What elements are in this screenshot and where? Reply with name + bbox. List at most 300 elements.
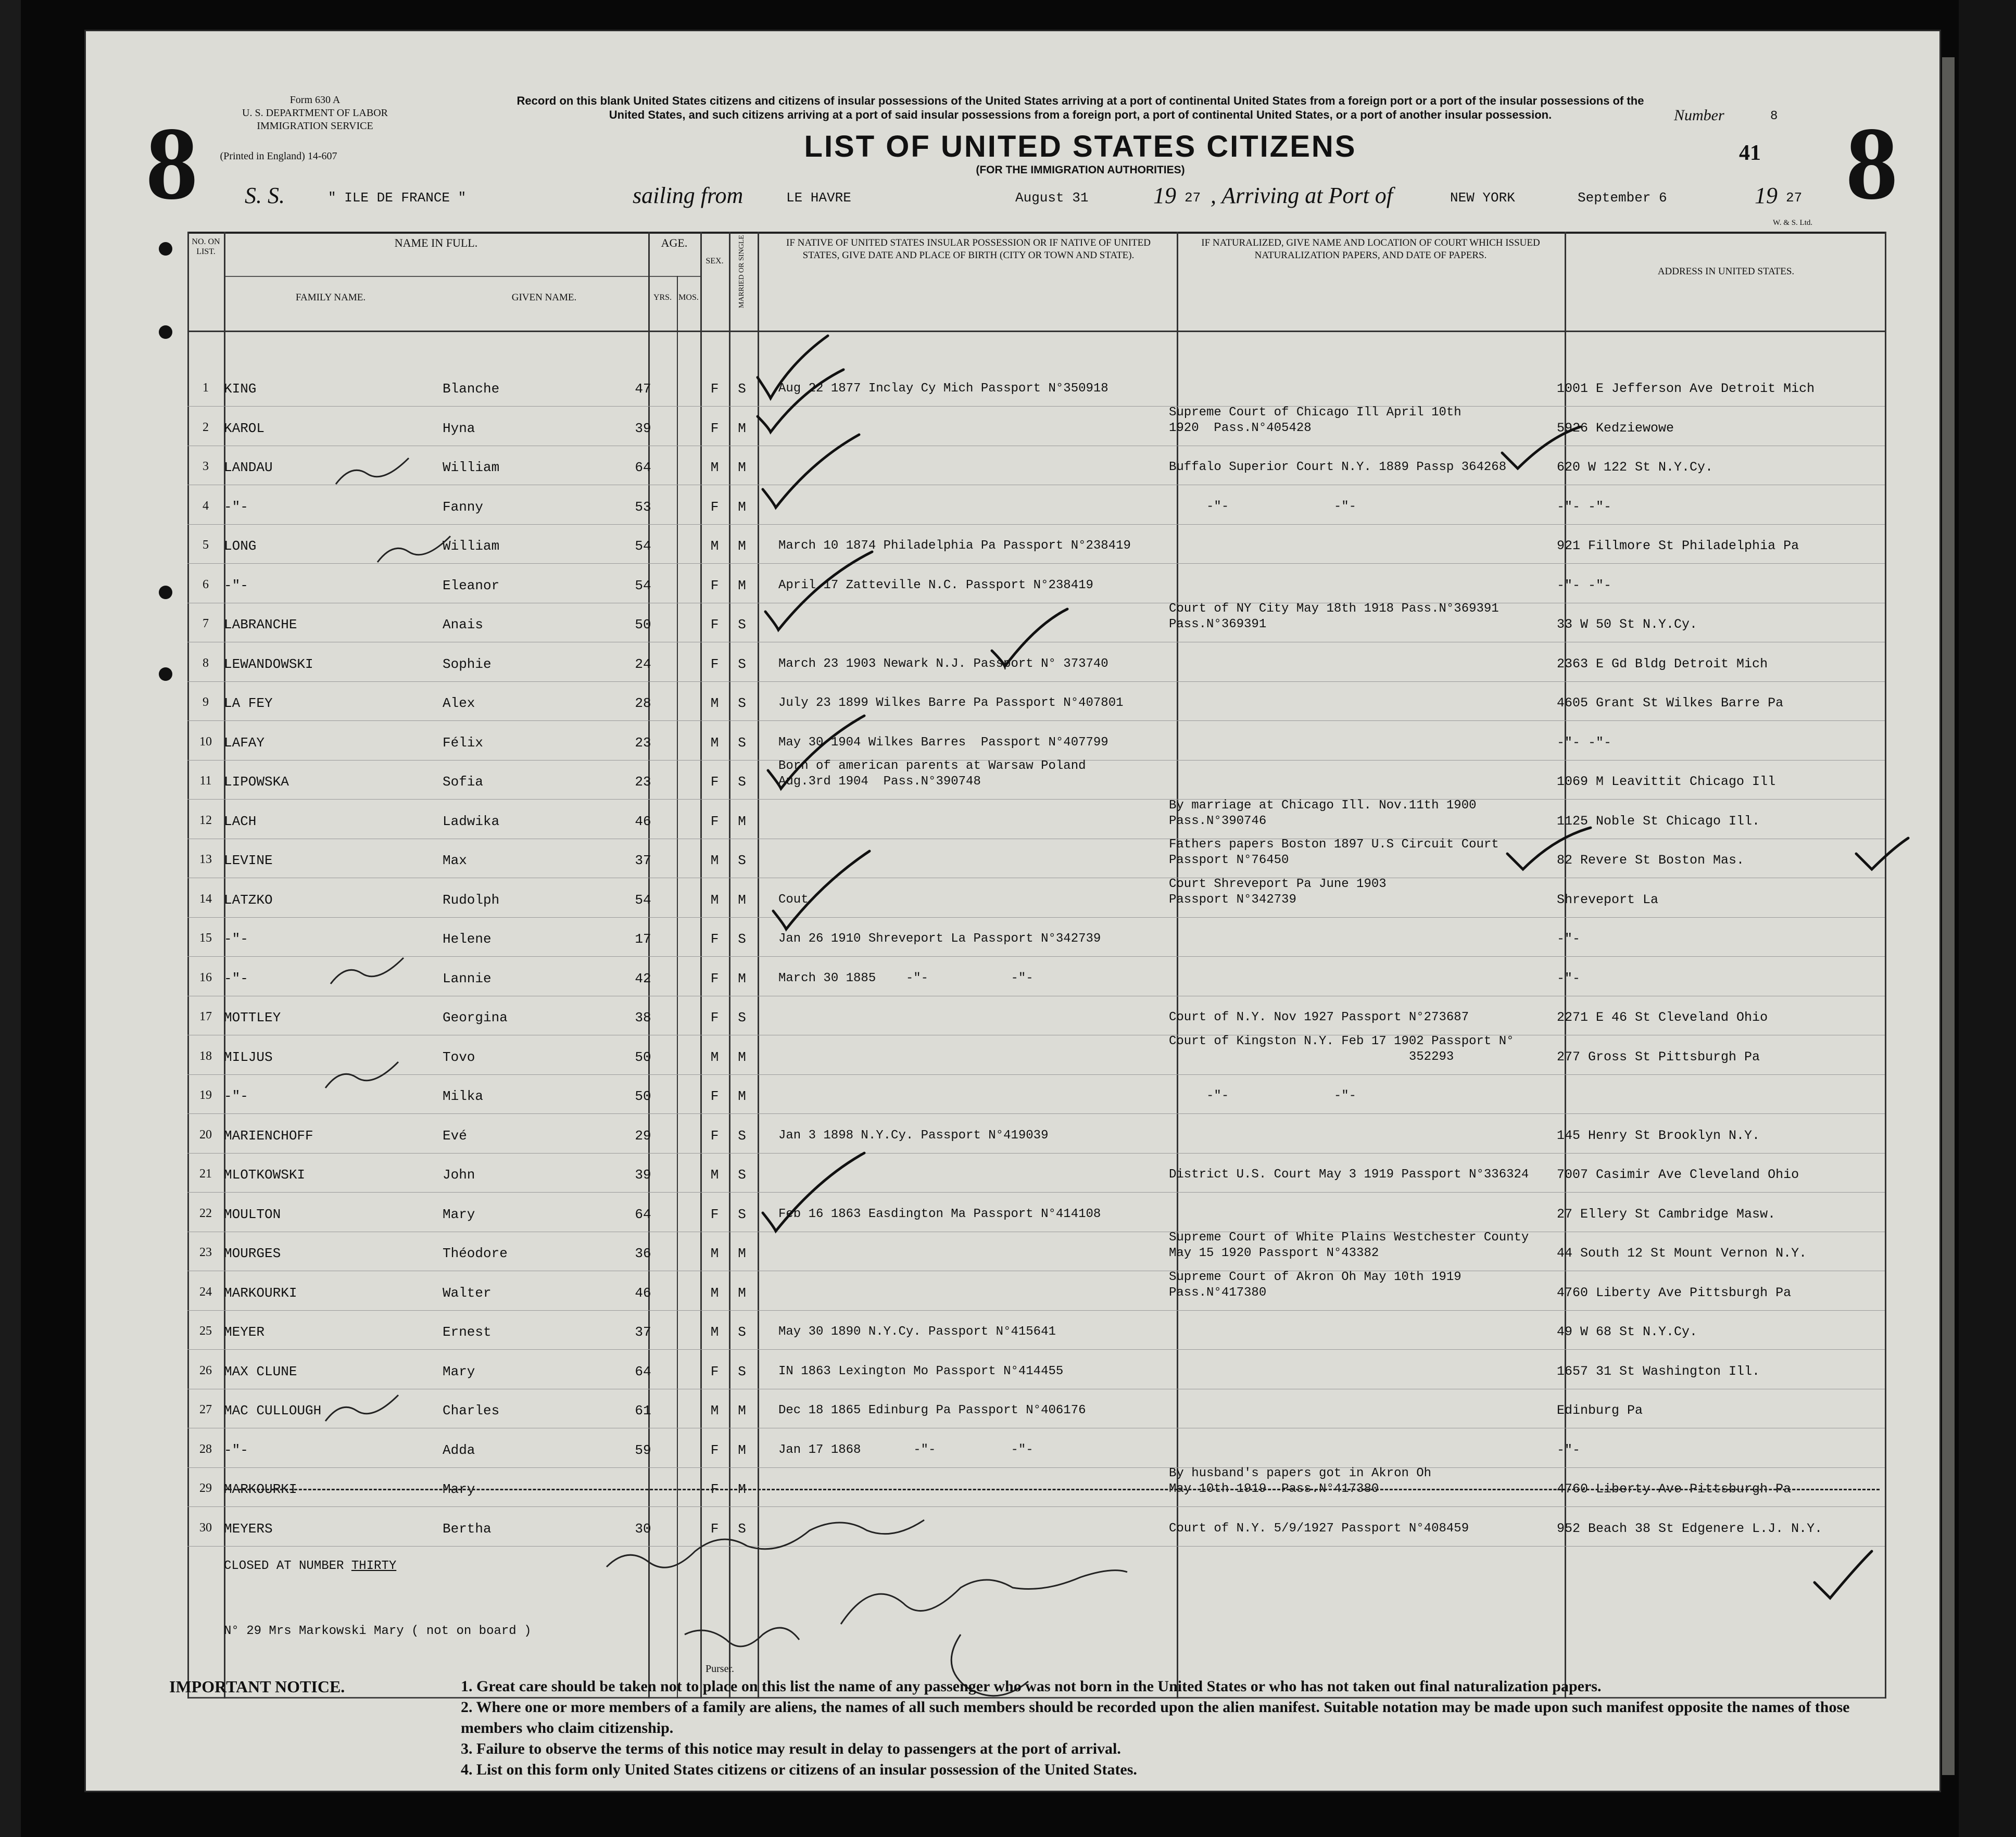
age-years: 23 bbox=[635, 774, 651, 790]
age-years: 61 bbox=[635, 1403, 651, 1418]
check-mark bbox=[763, 435, 859, 508]
sex: F bbox=[710, 420, 719, 436]
sex: F bbox=[710, 931, 719, 947]
sex: F bbox=[710, 970, 719, 986]
check-mark bbox=[773, 851, 870, 929]
given-name: Mary bbox=[443, 1481, 475, 1497]
col-name-in-full: NAME IN FULL. bbox=[394, 236, 478, 249]
col-native-birth: IF NATIVE OF UNITED STATES INSULAR POSSESSION OR IF NATIVE OF UNITED STATES, GIVE DATE AND PLACE OF BIRTH (CITY OR TOWN AND STATE). bbox=[786, 237, 1151, 261]
naturalization-info: Supreme Court of White Plains Westchester County May 15 1920 Passport N°43382 bbox=[1169, 1231, 1529, 1260]
row-number: 21 bbox=[199, 1167, 212, 1181]
address: 49 W 68 St N.Y.Cy. bbox=[1557, 1324, 1698, 1339]
row-number: 24 bbox=[199, 1285, 212, 1299]
signature-marks bbox=[325, 458, 1127, 1696]
family-name: KAROL bbox=[224, 420, 265, 436]
naturalization-info: By husband's papers got in Akron Oh May 10th 1919 Pass.N°417380 bbox=[1169, 1466, 1432, 1496]
marital-status: M bbox=[738, 538, 746, 554]
naturalization-info: Court of Kingston N.Y. Feb 17 1902 Passport N° 352293 bbox=[1169, 1034, 1514, 1064]
sex: F bbox=[710, 577, 719, 593]
sex: M bbox=[710, 1167, 719, 1183]
address: 44 South 12 St Mount Vernon N.Y. bbox=[1557, 1246, 1807, 1261]
check-mark bbox=[1815, 1551, 1872, 1598]
row-number: 1 bbox=[203, 381, 209, 395]
col-mos: MOS. bbox=[678, 293, 699, 302]
given-name: Bertha bbox=[443, 1521, 492, 1537]
address: Shreveport La bbox=[1557, 892, 1659, 907]
address: 33 W 50 St N.Y.Cy. bbox=[1557, 617, 1698, 632]
naturalization-info: Supreme Court of Akron Oh May 10th 1919 Pass.N°417380 bbox=[1169, 1270, 1461, 1300]
age-years: 36 bbox=[635, 1246, 651, 1261]
marital-status: S bbox=[738, 734, 746, 751]
row-number: 14 bbox=[199, 892, 212, 906]
arrival-year: 27 bbox=[1786, 190, 1803, 206]
family-name: MARKOURKI bbox=[224, 1481, 297, 1497]
given-name: Eleanor bbox=[443, 577, 500, 593]
address: 2271 E 46 St Cleveland Ohio bbox=[1557, 1010, 1768, 1025]
age-years: 54 bbox=[635, 538, 651, 554]
given-name: Hyna bbox=[443, 420, 475, 436]
scan-right-border bbox=[1959, 0, 2016, 1837]
marital-status: S bbox=[738, 853, 746, 868]
given-name: William bbox=[443, 460, 500, 475]
page-number: 41 bbox=[1739, 141, 1761, 165]
naturalization-info: -"- -"- bbox=[1169, 1089, 1357, 1103]
age-years: 50 bbox=[635, 1049, 651, 1065]
given-name: Mary bbox=[443, 1206, 475, 1222]
address: 277 Gross St Pittsburgh Pa bbox=[1557, 1049, 1760, 1065]
marital-status: S bbox=[738, 1521, 746, 1537]
margin-note bbox=[377, 536, 450, 562]
address: 620 W 122 St N.Y.Cy. bbox=[1557, 460, 1713, 475]
inspector-signature bbox=[841, 1570, 1127, 1624]
sex: F bbox=[710, 1127, 719, 1144]
marital-status: S bbox=[738, 1010, 746, 1025]
given-name: Anais bbox=[443, 617, 484, 632]
sailing-year: 27 bbox=[1185, 190, 1201, 206]
row-number: 16 bbox=[199, 970, 212, 984]
address: 1125 Noble St Chicago Ill. bbox=[1557, 813, 1760, 829]
sex: F bbox=[710, 656, 719, 672]
sex: M bbox=[710, 1285, 719, 1301]
given-name: Ladwika bbox=[443, 813, 500, 829]
age-years: 54 bbox=[635, 577, 651, 593]
address: 5926 Kedziewowe bbox=[1557, 420, 1674, 436]
sex: F bbox=[710, 381, 719, 397]
naturalization-info: Fathers papers Boston 1897 U.S Circuit Court Passport N°76450 bbox=[1169, 838, 1499, 867]
sex: F bbox=[710, 617, 719, 632]
naturalization-info: Court of NY City May 18th 1918 Pass.N°369391 Pass.N°369391 bbox=[1169, 602, 1499, 631]
birth-info: Jan 3 1898 N.Y.Cy. Passport N°419039 bbox=[778, 1128, 1049, 1143]
address: -"- -"- bbox=[1557, 734, 1612, 750]
age-years: 39 bbox=[635, 420, 651, 436]
sex: M bbox=[710, 1324, 719, 1340]
naturalization-info: By marriage at Chicago Ill. Nov.11th 1900 Pass.N°390746 bbox=[1169, 798, 1477, 828]
birth-info: Feb 16 1863 Easdington Ma Passport N°414108 bbox=[778, 1207, 1101, 1221]
address: 952 Beach 38 St Edgenere L.J. N.Y. bbox=[1557, 1521, 1823, 1536]
age-years: 64 bbox=[635, 1206, 651, 1222]
officer-signature bbox=[607, 1520, 924, 1567]
arriving-label: , Arriving at Port of bbox=[1211, 183, 1393, 208]
sex: F bbox=[710, 1206, 719, 1222]
handwriting-overlay bbox=[86, 31, 1939, 1791]
birth-info: May 30 1890 N.Y.Cy. Passport N°415641 bbox=[778, 1325, 1056, 1339]
row-number: 10 bbox=[199, 734, 212, 749]
age-years: 24 bbox=[635, 656, 651, 672]
family-name: MARIENCHOFF bbox=[224, 1127, 313, 1144]
given-name: Sophie bbox=[443, 656, 492, 672]
marital-status: M bbox=[738, 1442, 746, 1458]
form-number: Form 630 A bbox=[289, 94, 341, 106]
given-name: Georgina bbox=[443, 1010, 508, 1025]
notice-item bbox=[169, 1676, 1903, 1697]
given-name: Ernest bbox=[443, 1324, 492, 1340]
address: -"- -"- bbox=[1557, 499, 1612, 514]
address: -"- bbox=[1557, 1442, 1581, 1458]
important-notice bbox=[169, 1676, 1903, 1780]
row-number: 8 bbox=[203, 656, 209, 670]
service: IMMIGRATION SERVICE bbox=[257, 120, 373, 132]
manifest-sheet bbox=[86, 31, 1939, 1791]
address: 82 Revere St Boston Mas. bbox=[1557, 853, 1745, 868]
family-name: MAX CLUNE bbox=[224, 1363, 297, 1379]
marital-status: S bbox=[738, 1167, 746, 1183]
number-value: 8 bbox=[1770, 109, 1778, 123]
naturalization-info: Court of N.Y. 5/9/1927 Passport N°408459 bbox=[1169, 1521, 1469, 1536]
age-years: 39 bbox=[635, 1167, 651, 1183]
given-name: Alex bbox=[443, 695, 475, 711]
birth-info: Dec 18 1865 Edinburg Pa Passport N°406176 bbox=[778, 1403, 1086, 1417]
col-given-name: GIVEN NAME. bbox=[511, 292, 577, 303]
family-name: MLOTKOWSKI bbox=[224, 1167, 306, 1183]
address: 2363 E Gd Bldg Detroit Mich bbox=[1557, 656, 1768, 672]
birth-info: Born of american parents at Warsaw Poland Aug.3rd 1904 Pass.N°390748 bbox=[778, 759, 1086, 789]
row-number: 4 bbox=[203, 499, 209, 513]
row-number: 25 bbox=[199, 1324, 212, 1338]
sex: F bbox=[710, 1481, 719, 1497]
age-years: 37 bbox=[635, 853, 651, 868]
address: 1001 E Jefferson Ave Detroit Mich bbox=[1557, 381, 1815, 396]
marital-status: M bbox=[738, 1088, 746, 1104]
sailing-label: sailing from bbox=[633, 183, 744, 208]
row-number: 3 bbox=[203, 460, 209, 473]
marital-status: S bbox=[738, 774, 746, 790]
family-name: MOURGES bbox=[224, 1246, 281, 1261]
address: 1657 31 St Washington Ill. bbox=[1557, 1363, 1760, 1379]
marital-status: S bbox=[738, 931, 746, 947]
birth-info: Jan 17 1868 -"- -"- bbox=[778, 1442, 1034, 1457]
department: U. S. DEPARTMENT OF LABOR bbox=[242, 107, 388, 119]
family-name: -"- bbox=[224, 970, 248, 986]
family-name: -"- bbox=[224, 931, 248, 947]
given-name: Félix bbox=[443, 734, 484, 751]
marital-status: M bbox=[738, 892, 746, 908]
marital-status: M bbox=[738, 1246, 746, 1261]
given-name: Sofia bbox=[443, 774, 484, 790]
marital-status: S bbox=[738, 1206, 746, 1222]
family-name: -"- bbox=[224, 1088, 248, 1104]
given-name: William bbox=[443, 538, 500, 554]
row-number: 6 bbox=[203, 577, 209, 591]
col-age: AGE. bbox=[661, 236, 688, 249]
given-name: Helene bbox=[443, 931, 492, 947]
row-number: 2 bbox=[203, 420, 209, 434]
family-name: MARKOURKI bbox=[224, 1285, 297, 1301]
given-name: Charles bbox=[443, 1403, 500, 1418]
purser-label: Purser. bbox=[705, 1663, 734, 1675]
sex: M bbox=[710, 460, 719, 475]
family-name: MAC CULLOUGH bbox=[224, 1403, 322, 1418]
margin-note bbox=[331, 958, 404, 984]
naturalization-info: Court of N.Y. Nov 1927 Passport N°273687 bbox=[1169, 1010, 1469, 1024]
margin-note bbox=[325, 1062, 398, 1088]
row-number: 18 bbox=[199, 1049, 212, 1063]
marital-status: M bbox=[738, 577, 746, 593]
marital-status: M bbox=[738, 813, 746, 829]
marital-status: S bbox=[738, 1363, 746, 1379]
marital-status: M bbox=[738, 499, 746, 515]
birth-info: March 23 1903 Newark N.J. Passport N° 373740 bbox=[778, 656, 1108, 671]
naturalization-info: Buffalo Superior Court N.Y. 1889 Passp 364268 bbox=[1169, 460, 1507, 474]
sex: F bbox=[710, 774, 719, 790]
given-name: Théodore bbox=[443, 1246, 508, 1261]
age-years: 47 bbox=[635, 381, 651, 397]
given-name: Milka bbox=[443, 1088, 484, 1104]
birth-info: Aug 22 1877 Inclay Cy Mich Passport N°350918 bbox=[778, 382, 1108, 396]
address: Edinburg Pa bbox=[1557, 1403, 1643, 1418]
family-name: LONG bbox=[224, 538, 257, 554]
sailing-port: LE HAVRE bbox=[786, 190, 851, 206]
age-years: 38 bbox=[635, 1010, 651, 1025]
check-mark bbox=[765, 552, 872, 630]
marital-status: M bbox=[738, 1285, 746, 1301]
age-years: 53 bbox=[635, 499, 651, 515]
check-mark bbox=[768, 716, 864, 789]
address: 4760 Liberty Ave Pittsburgh Pa bbox=[1557, 1285, 1792, 1300]
arrival-year-prefix: 19 bbox=[1755, 183, 1778, 208]
col-naturalized: IF NATURALIZED, GIVE NAME AND LOCATION OF COURT WHICH ISSUED NATURALIZATION PAPERS, AND DATE OF PAPERS. bbox=[1201, 237, 1540, 261]
birth-info: Jan 26 1910 Shreveport La Passport N°342739 bbox=[778, 932, 1101, 946]
given-name: Tovo bbox=[443, 1049, 475, 1065]
marital-status: S bbox=[738, 695, 746, 711]
notice-heading: IMPORTANT NOTICE. bbox=[169, 1677, 345, 1696]
row-number: 13 bbox=[199, 853, 212, 866]
family-name: LATZKO bbox=[224, 892, 273, 908]
address: -"- -"- bbox=[1557, 577, 1612, 593]
sex: F bbox=[710, 1521, 719, 1537]
address: 4760 Liberty Ave Pittsburgh Pa bbox=[1557, 1481, 1792, 1497]
birth-info: Cout bbox=[778, 892, 809, 907]
row-number: 30 bbox=[199, 1521, 212, 1535]
row-number: 9 bbox=[203, 695, 209, 709]
age-years: 50 bbox=[635, 1088, 651, 1104]
age-years: 59 bbox=[635, 1442, 651, 1458]
ship-name: " ILE DE FRANCE " bbox=[328, 190, 467, 206]
sex: M bbox=[710, 1403, 719, 1418]
family-name: -"- bbox=[224, 499, 248, 515]
family-name: MOULTON bbox=[224, 1206, 281, 1222]
age-years: 17 bbox=[635, 931, 651, 947]
row-number: 28 bbox=[199, 1442, 212, 1456]
notice-text: 2. Where one or more members of a family are aliens, the names of all such members should be recorded upon the alien manifest. Suitable notation may be made upon such manifest opposite the names of those members who claim citizenship. bbox=[461, 1699, 1850, 1737]
family-name: LIPOWSKA bbox=[224, 774, 289, 790]
family-name: MEYERS bbox=[224, 1521, 273, 1537]
arrival-date: September 6 bbox=[1578, 190, 1667, 206]
row-number: 20 bbox=[199, 1127, 212, 1142]
given-name: Mary bbox=[443, 1363, 475, 1379]
closed-number: THIRTY bbox=[351, 1559, 397, 1573]
row-number: 26 bbox=[199, 1363, 212, 1377]
marital-status: S bbox=[738, 1127, 746, 1144]
row-number: 19 bbox=[199, 1088, 212, 1102]
check-mark bbox=[763, 1153, 864, 1231]
col-family-name: FAMILY NAME. bbox=[295, 292, 366, 303]
col-married-single: MARRIED OR SINGLE bbox=[738, 235, 746, 308]
row-number: 11 bbox=[199, 774, 212, 788]
family-name: LEWANDOWSKI bbox=[224, 656, 313, 672]
family-name: MEYER bbox=[224, 1324, 265, 1340]
age-years: 29 bbox=[635, 1127, 651, 1144]
sex: M bbox=[710, 695, 719, 711]
row-number: 7 bbox=[203, 617, 209, 630]
address: -"- bbox=[1557, 931, 1581, 946]
given-name: Lannie bbox=[443, 970, 492, 986]
given-name: Rudolph bbox=[443, 892, 500, 908]
given-name: Blanche bbox=[443, 381, 500, 397]
check-marks bbox=[758, 336, 1908, 1598]
family-name: KING bbox=[224, 381, 257, 397]
address: 7007 Casimir Ave Cleveland Ohio bbox=[1557, 1167, 1799, 1182]
sex: M bbox=[710, 1049, 719, 1065]
row-number: 23 bbox=[199, 1246, 212, 1259]
family-name: LEVINE bbox=[224, 853, 273, 868]
birth-info: IN 1863 Lexington Mo Passport N°414455 bbox=[778, 1364, 1064, 1378]
arrival-port: NEW YORK bbox=[1450, 190, 1515, 206]
address: 27 Ellery St Cambridge Masw. bbox=[1557, 1206, 1776, 1222]
address: 145 Henry St Brooklyn N.Y. bbox=[1557, 1127, 1760, 1143]
printed-note: (Printed in England) 14-607 bbox=[220, 150, 337, 162]
margin-note bbox=[336, 458, 409, 484]
family-name: -"- bbox=[224, 1442, 248, 1458]
sex: F bbox=[710, 1442, 719, 1458]
age-years: 46 bbox=[635, 813, 651, 829]
address: -"- bbox=[1557, 970, 1581, 986]
check-mark bbox=[1507, 828, 1591, 869]
birth-info: March 30 1885 -"- -"- bbox=[778, 971, 1034, 985]
address: 1069 M Leavittit Chicago Ill bbox=[1557, 774, 1776, 789]
age-years: 28 bbox=[635, 695, 651, 711]
row-number: 5 bbox=[203, 538, 209, 552]
footnote-not-on-board: N° 29 Mrs Markowski Mary ( not on board ) bbox=[224, 1624, 532, 1638]
naturalization-info: Supreme Court of Chicago Ill April 10th 1920 Pass.N°405428 bbox=[1169, 405, 1461, 435]
purser-signature bbox=[685, 1628, 799, 1646]
sex: F bbox=[710, 1010, 719, 1025]
notice-text: 3. Failure to observe the terms of this notice may result in delay to passengers at the port of arrival. bbox=[461, 1740, 1121, 1757]
sex: F bbox=[710, 499, 719, 515]
check-mark bbox=[1502, 427, 1580, 468]
marital-status: M bbox=[738, 1049, 746, 1065]
age-years: 46 bbox=[635, 1285, 651, 1301]
given-name: Evé bbox=[443, 1127, 467, 1144]
col-yrs: YRS. bbox=[653, 293, 672, 302]
scan-right-strip bbox=[1942, 57, 1955, 1775]
given-name: Max bbox=[443, 853, 467, 868]
family-name: LAFAY bbox=[224, 734, 265, 751]
notice-text: 4. List on this form only United States citizens or citizens of an insular possession of the United States. bbox=[461, 1761, 1137, 1778]
family-name: LACH bbox=[224, 813, 257, 829]
row-number: 29 bbox=[199, 1481, 212, 1495]
row-number: 22 bbox=[199, 1206, 212, 1220]
sheet-number-left: 8 bbox=[146, 106, 198, 221]
given-name: Fanny bbox=[443, 499, 484, 515]
sex: M bbox=[710, 892, 719, 908]
sailing-year-prefix: 19 bbox=[1153, 183, 1176, 208]
naturalization-info: -"- -"- bbox=[1169, 499, 1357, 514]
given-name: John bbox=[443, 1167, 475, 1183]
col-address: ADDRESS IN UNITED STATES. bbox=[1657, 266, 1795, 277]
record-instructions: Record on this blank United States citizens and citizens of insular possessions of the United States arriving at a port of continental United States from a foreign port or a port of the insular possessions of the United States, and such citizens arriving at a port of said insular possessions from a foreign port, a port of continental United States, or a port of another insular possession. bbox=[516, 94, 1644, 121]
check-mark bbox=[992, 609, 1067, 666]
sailing-date: August 31 bbox=[1015, 190, 1089, 206]
given-name: Walter bbox=[443, 1285, 492, 1301]
ss-label: S. S. bbox=[245, 183, 285, 208]
marital-status: M bbox=[738, 420, 746, 436]
sex: M bbox=[710, 853, 719, 868]
age-years: 54 bbox=[635, 892, 651, 908]
naturalization-info: Court Shreveport Pa June 1903 Passport N°342739 bbox=[1169, 877, 1387, 907]
birth-info: April 17 Zatteville N.C. Passport N°238419 bbox=[778, 578, 1093, 592]
age-years: 42 bbox=[635, 970, 651, 986]
margin-note bbox=[325, 1395, 398, 1421]
check-mark bbox=[1856, 838, 1908, 869]
sex: F bbox=[710, 1088, 719, 1104]
birth-info: March 10 1874 Philadelphia Pa Passport N°238419 bbox=[778, 539, 1131, 553]
marital-status: M bbox=[738, 970, 746, 986]
marital-status: S bbox=[738, 617, 746, 632]
address: 4605 Grant St Wilkes Barre Pa bbox=[1557, 695, 1784, 711]
row-number: 27 bbox=[199, 1403, 212, 1416]
marital-status: M bbox=[738, 1403, 746, 1418]
age-years: 37 bbox=[635, 1324, 651, 1340]
birth-info: May 30 1904 Wilkes Barres Passport N°407799 bbox=[778, 735, 1108, 750]
marital-status: S bbox=[738, 381, 746, 397]
sex: M bbox=[710, 734, 719, 751]
sex: M bbox=[710, 1246, 719, 1261]
page-title: LIST OF UNITED STATES CITIZENS bbox=[804, 130, 1357, 163]
sex: M bbox=[710, 538, 719, 554]
marital-status: S bbox=[738, 1324, 746, 1340]
family-name: LANDAU bbox=[224, 460, 273, 475]
closed-prefix: CLOSED AT NUMBER bbox=[224, 1559, 344, 1573]
family-name: LA FEY bbox=[224, 695, 273, 711]
age-years: 50 bbox=[635, 617, 651, 632]
sheet-number-right: 8 bbox=[1846, 106, 1898, 221]
family-name: -"- bbox=[224, 577, 248, 593]
family-name: MILJUS bbox=[224, 1049, 273, 1065]
marital-status: S bbox=[738, 656, 746, 672]
page-subtitle: (FOR THE IMMIGRATION AUTHORITIES) bbox=[976, 164, 1185, 176]
given-name: Adda bbox=[443, 1442, 475, 1458]
birth-info: July 23 1899 Wilkes Barre Pa Passport N°407801 bbox=[778, 696, 1124, 710]
family-name: LABRANCHE bbox=[224, 617, 297, 632]
col-no-on-list: NO. ON LIST. bbox=[192, 237, 220, 256]
printer-mark: W. & S. Ltd. bbox=[1773, 219, 1813, 227]
sex: F bbox=[710, 813, 719, 829]
marital-status: M bbox=[738, 1481, 746, 1497]
age-years: 64 bbox=[635, 1363, 651, 1379]
naturalization-info: District U.S. Court May 3 1919 Passport N°336324 bbox=[1169, 1168, 1529, 1182]
number-label: Number bbox=[1674, 107, 1724, 124]
marital-status: M bbox=[738, 460, 746, 475]
